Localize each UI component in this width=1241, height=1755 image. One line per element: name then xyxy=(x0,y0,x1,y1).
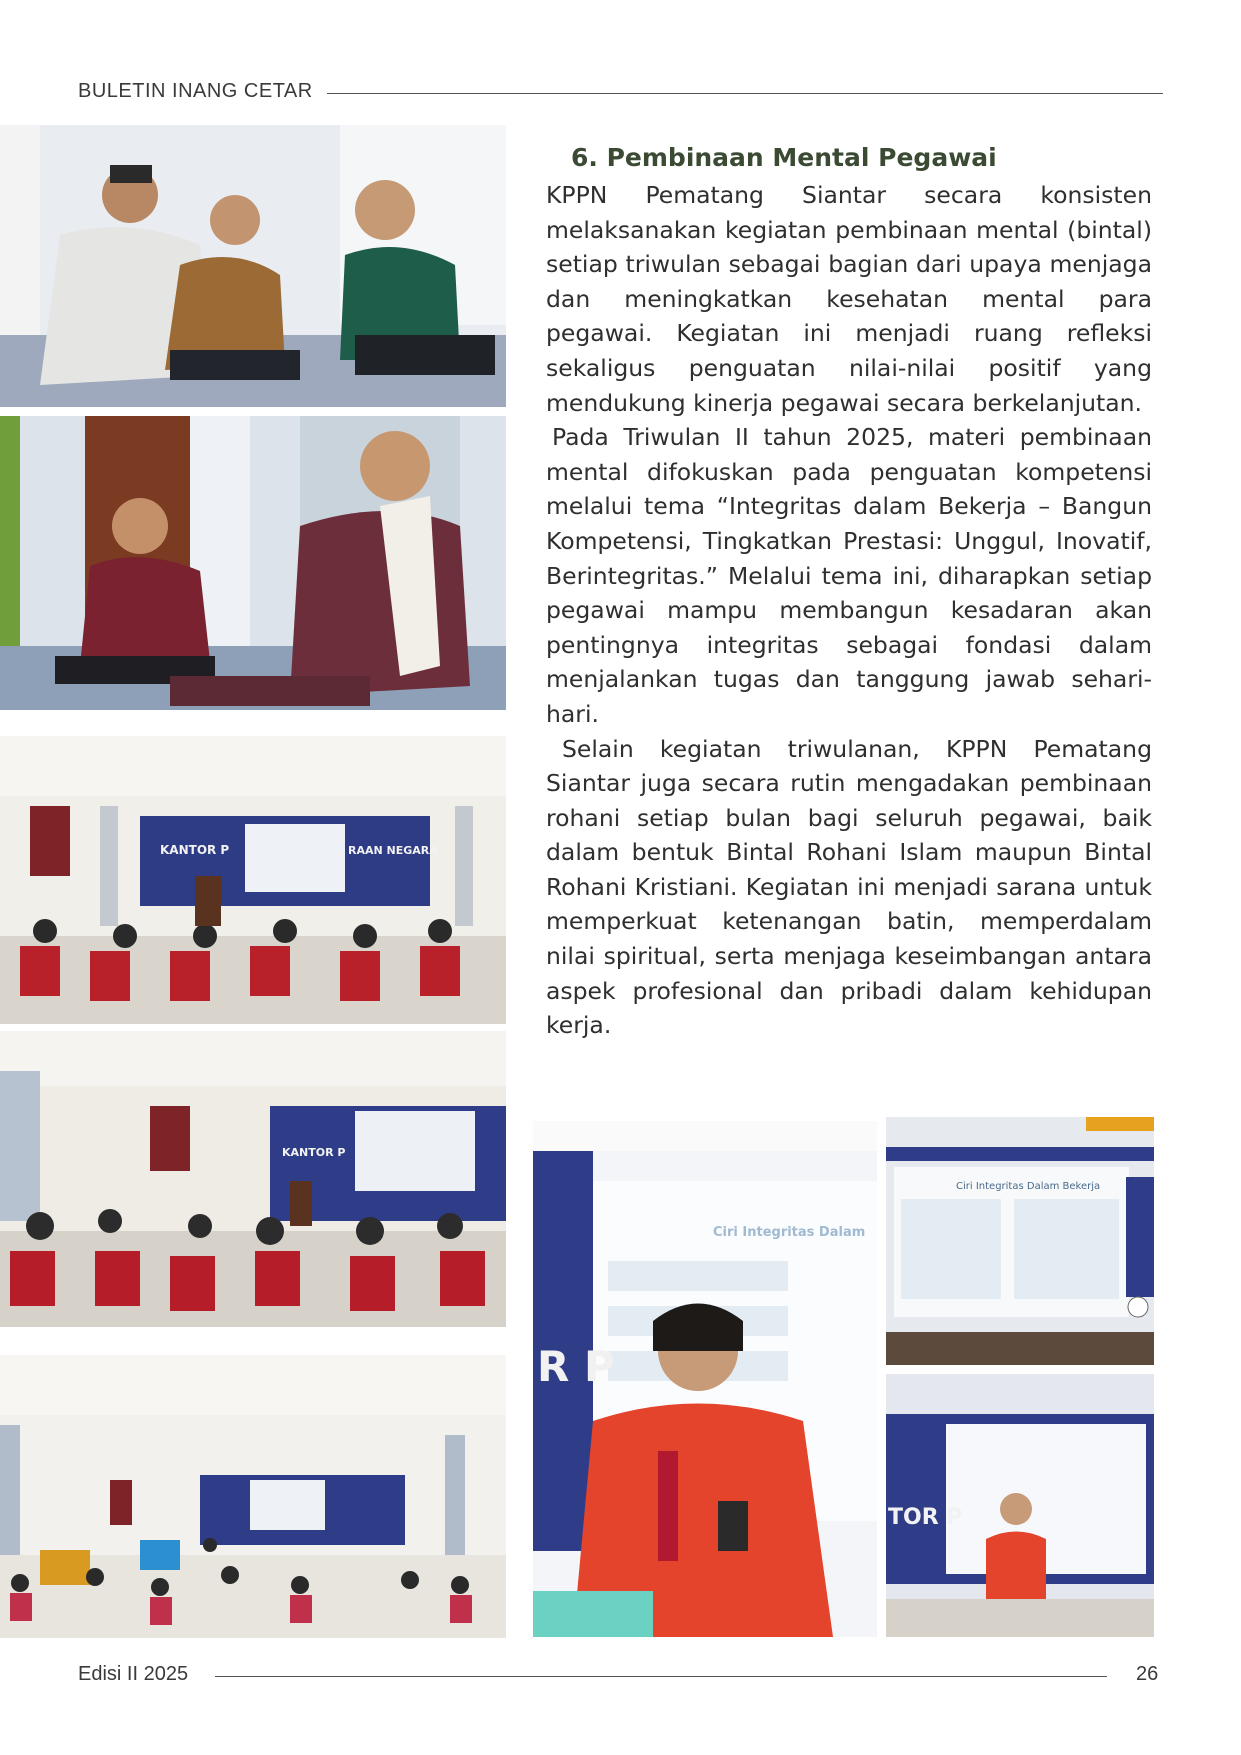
slide-heading: Ciri Integritas Dalam xyxy=(713,1225,866,1240)
slide-heading-small: Ciri Integritas Dalam Bekerja xyxy=(956,1181,1101,1192)
wall-letters: R P xyxy=(537,1342,615,1391)
photo-slide-closeup xyxy=(886,1117,1154,1365)
photo-men-sitting-discussion xyxy=(0,125,506,407)
section-title: 6. Pembinaan Mental Pegawai xyxy=(571,143,997,172)
footer-divider xyxy=(215,1676,1107,1677)
paragraph-2: Pada Triwulan II tahun 2025, materi pembinaan mental difokuskan pada penguatan kompetensi melalui tema “Integritas dalam Bekerja – Bangun Kompetensi, Tingkatkan Prestasi: Unggul, Inovatif, Berintegritas.” Melalui tema ini, diharapkan setiap pegawai mampu membangun kesadaran akan pentingnya integritas sebagai fondasi dalam menjalankan tugas dan tanggung jawab sehari-hari. xyxy=(546,423,1152,728)
paragraph-1: KPPN Pematang Siantar secara konsisten melaksanakan kegiatan pembinaan mental (bintal) setiap triwulan sebagai bagian dari upaya menjaga dan meningkatkan kesehatan mental para pegawai. Kegiatan ini menjadi ruang refleksi sekaligus penguatan nilai-nilai positif yang mendukung kinerja pegawai secara berkelanjutan. xyxy=(546,181,1152,417)
photo-speaker-on-stage xyxy=(886,1374,1154,1637)
photo-hall-session-3 xyxy=(0,1355,506,1638)
hall-sign-2-left: KANTOR P xyxy=(282,1146,346,1159)
paragraph-3: Selain kegiatan triwulanan, KPPN Pematang Siantar juga secara rutin mengadakan pembinaan rohani setiap bulan bagi seluruh pegawai, baik dalam bentuk Bintal Rohani Islam maupun Bintal Rohani Kristiani. Kegiatan ini menjadi sarana untuk memperkuat ketenangan batin, memperdalam nilai spiritual, serta menjaga keseimbangan antara aspek profesional dan pribadi dalam kehidupan kerja. xyxy=(546,734,1152,1040)
hall-sign-right: RAAN NEGARA xyxy=(348,844,438,857)
photo-hall-session-1 xyxy=(0,736,506,1024)
page-number: 26 xyxy=(1136,1663,1159,1685)
hall-sign-left: KANTOR P xyxy=(160,843,230,857)
photo-hall-session-2 xyxy=(0,1031,506,1327)
bulletin-title: BULETIN INANG CETAR xyxy=(78,80,313,102)
footer-edition: Edisi II 2025 xyxy=(78,1663,189,1685)
wall-letters-2: TOR P xyxy=(888,1505,963,1530)
photo-speaker-with-microphone xyxy=(533,1121,877,1637)
article-body xyxy=(546,178,1152,1043)
header-divider xyxy=(327,93,1163,94)
photo-speaker-dialogue xyxy=(0,416,506,710)
